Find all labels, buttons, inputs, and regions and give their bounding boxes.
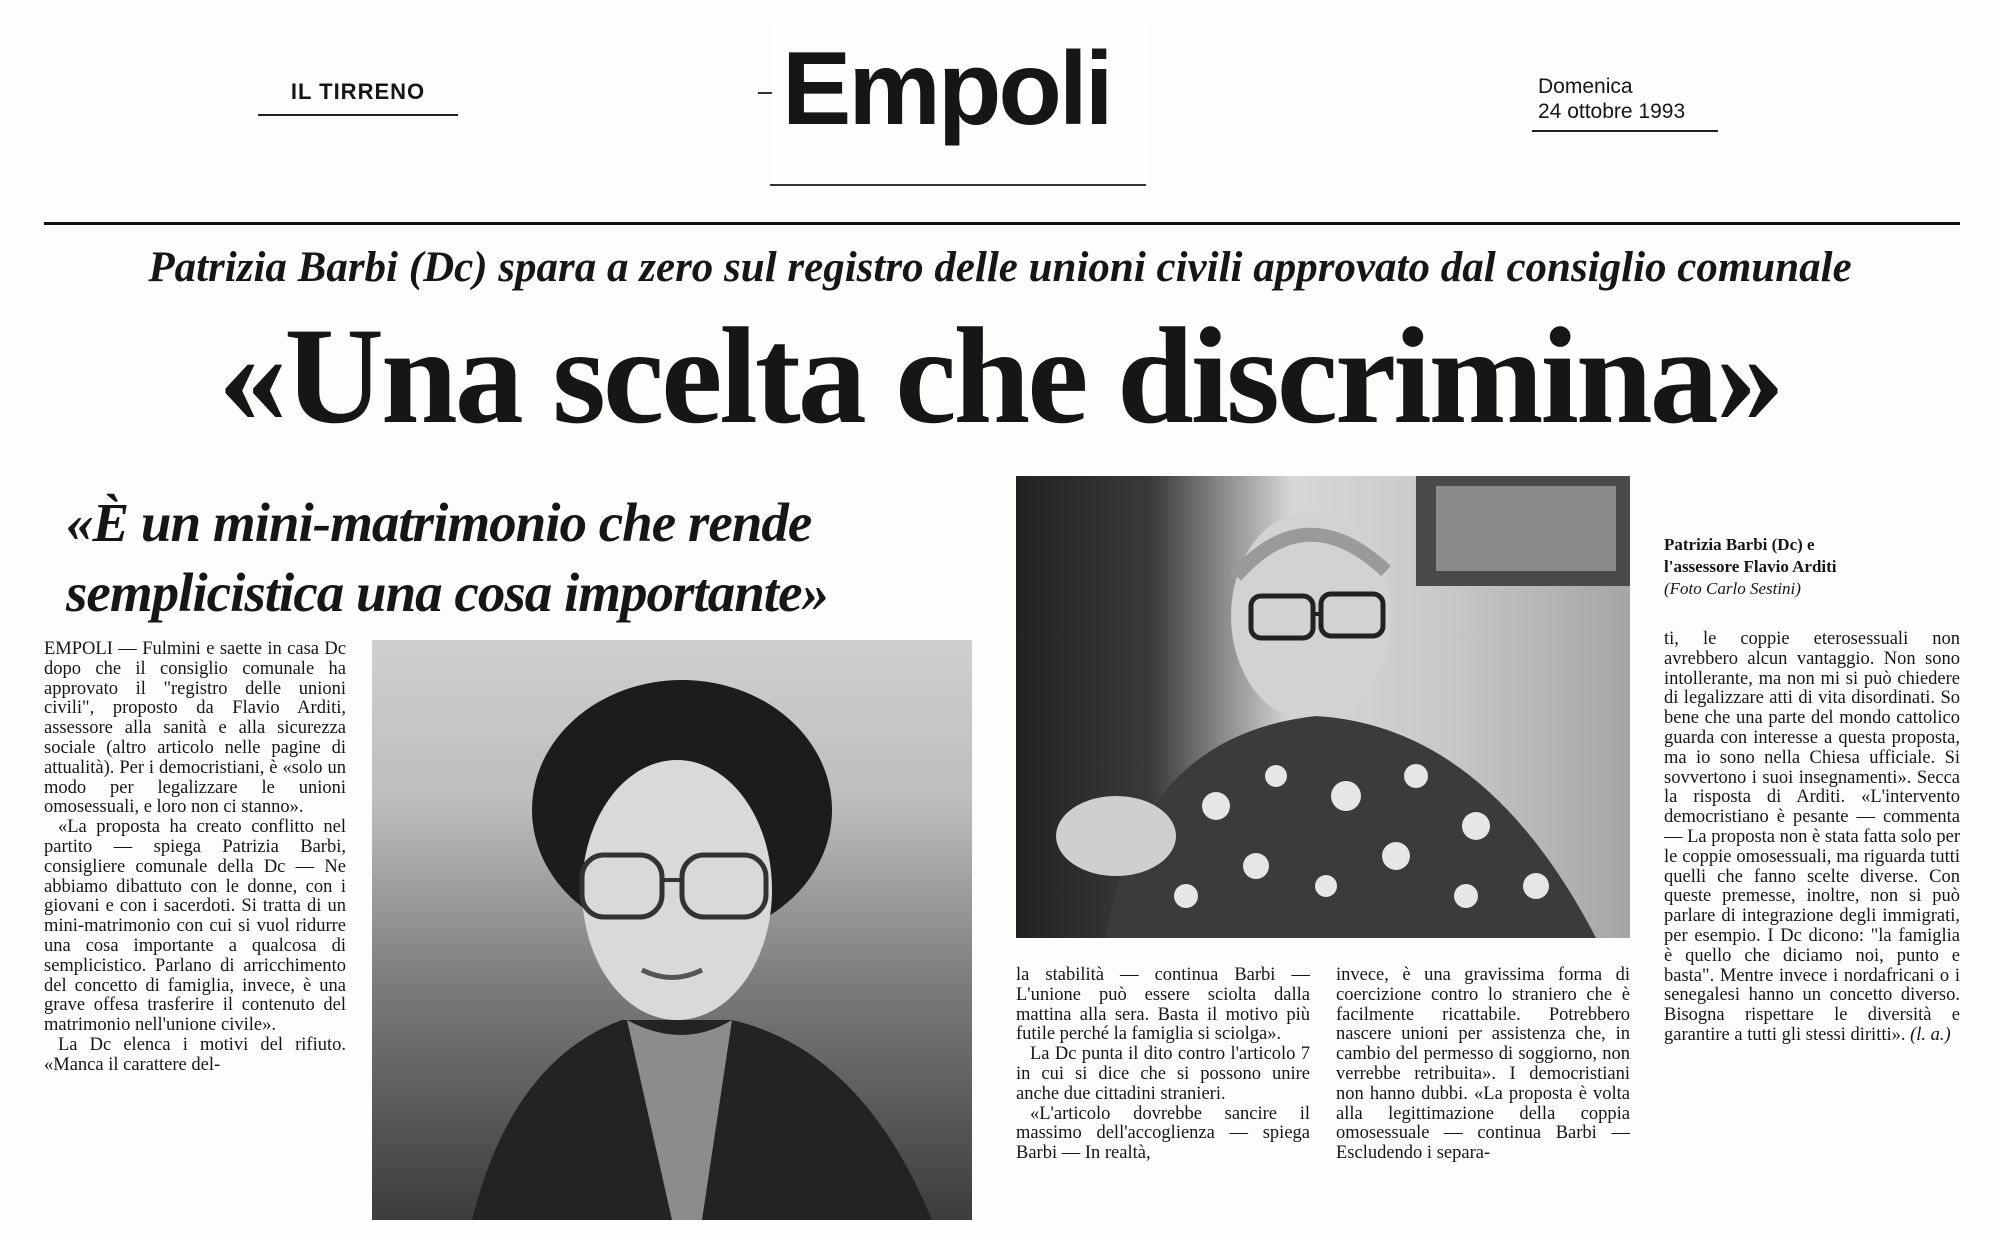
article-column-3 [1336,966,1630,1222]
paragraph-5-end-text: ti, le coppie eterosessuali non avrebbero alcun vantaggio. Non sono intollerante, ma non mi si può chiedere di legalizzare atti di vita disordinati. So bene che una parte del mondo cattolico guarda con interesse a questa proposta, ma io sono nella Chiesa ufficiale. Si sovvertono i suoi insegnamenti». Secca la risposta di Arditi. «L'intervento democristiano è pesante — commenta — La proposta non è stata fatta solo per le coppie omosessuali, ma riguarda tutti quelli che fanno scelte diverse. Con queste premesse, inoltre, non si può parlare di integrazione degli immigrati, per esempio. I Dc dicono: "la famiglia è quello che diciamo noi, punto e basta". Mentre invece i nordafricani o i senegalesi hanno un concetto diverso. Bisogna rispettare le diversità e garantire a tutti gli stessi diritti». [1664,630,1960,1045]
article-kicker: Patrizia Barbi (Dc) spara a zero sul registro delle unioni civili approvato dal consiglio comunale [148,244,1852,291]
date-day: Domenica [1538,75,1633,98]
paragraph-2: «La proposta ha creato conflitto nel partito — spiega Patrizia Barbi, consigliere comunale della Dc — Ne abbiamo dibattuto con le donne, con i giovani e con i sacerdoti. Si tratta di un mini-matrimonio con cui si vuol ridurre una cosa importante a qualcosa di semplicistico. Parlano di arricchimento del concetto di famiglia, invece, è una grave offesa trasferire il contenuto del matrimonio nell'unione civile». [44,817,346,1036]
portrait-photo-icon [372,640,972,1220]
paragraph-5-middle: invece, è una gravissima forma di coercizione contro lo straniero che è facilmente ricattabile. Potrebbero nascere unioni per assistenza che, in cambio del permesso di soggiorno, non verrebbe retribuita». I democristiani non hanno dubbi. «La proposta è volta alla legittimazione della coppia omosessuale — continua Barbi — Escludendo i separa- [1336,966,1630,1164]
caption-line-1: Patrizia Barbi (Dc) e [1664,535,1815,554]
paragraph-4: La Dc punta il dito contro l'articolo 7 in cui si dice che si possono unire anche due cittadini stranieri. [1016,1044,1310,1104]
date-full: 24 ottobre 1993 [1538,100,1686,123]
article-column-2 [1016,966,1310,1222]
article-column-4 [1664,630,1960,1222]
caption-line-2: l'assessore Flavio Arditi [1664,557,1837,576]
publication-date [1532,74,1718,132]
paragraph-3-start: La Dc elenca i motivi del rifiuto. «Manca il carattere del- [44,1034,346,1075]
newspaper-name: IL TIRRENO [258,70,458,116]
portrait-photo-icon [1016,476,1630,938]
photo-caption [1664,534,1964,600]
section-dash-divider [758,92,772,94]
paragraph-3-end: la stabilità — continua Barbi — L'unione può essere sciolta dalla mattina alla sera. Basta il motivo più futile perché la famiglia si sciolga». [1016,966,1310,1045]
caption-credit: (Foto Carlo Sestini) [1664,579,1801,598]
author-initials: (l. a.) [1910,1024,1951,1045]
section-title: Empoli [782,31,1111,147]
paragraph-5-start: «L'articolo dovrebbe sancire il massimo dell'accoglienza — spiega Barbi — In realtà, [1016,1103,1310,1164]
photo-flavio-arditi [1016,476,1630,938]
article-headline: «Una scelta che discrimina» [218,299,1782,452]
header-rule [44,222,1960,225]
article-subhead: «È un mini-matrimonio che rende semplicistica una cosa importante» [66,492,828,623]
paragraph-5-end [1664,630,1960,1046]
article-column-1 [44,640,346,1222]
paragraph-1: EMPOLI — Fulmini e saette in casa Dc dopo che il consiglio comunale ha approvato il "registro delle unioni civili", proposto da Flavio Arditi, assessore alla sanità e alla sicurezza sociale (altro articolo nelle pagine di attualità). Per i democristiani, è «solo un modo per legalizzare le unioni omosessuali, e loro non ci stanno». [44,640,346,818]
photo-patrizia-barbi [372,640,972,1220]
